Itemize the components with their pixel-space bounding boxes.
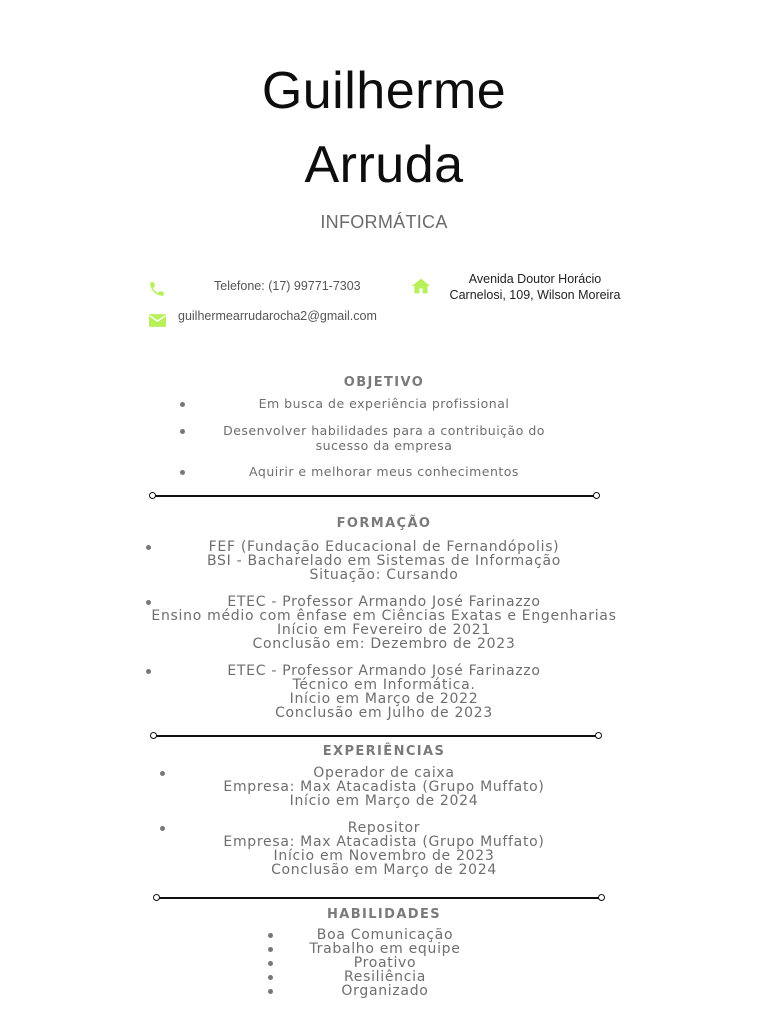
section-divider xyxy=(155,495,594,497)
phone-icon xyxy=(148,279,166,299)
last-name: Arruda xyxy=(304,136,464,194)
experiencias-line: Repositor xyxy=(347,820,421,836)
experiencias-line: Operador de caixa xyxy=(313,765,455,781)
email-text: guilhermearrudarocha2@gmail.com xyxy=(178,309,377,323)
skill-item: Trabalho em equipe xyxy=(309,941,461,957)
experiencias-line: Início em Novembro de 2023 xyxy=(273,848,495,864)
phone-text: Telefone: (17) 99771-7303 xyxy=(214,279,361,293)
section-divider xyxy=(156,735,596,737)
skill-item: Boa Comunicação xyxy=(316,927,454,943)
home-icon xyxy=(411,277,431,295)
experiencias-line: Empresa: Max Atacadista (Grupo Muffato) xyxy=(223,779,545,795)
objetivo-item-1 xyxy=(0,396,768,411)
formacao-item-3 xyxy=(0,664,768,720)
objetivo-line: Desenvolver habilidades para a contribuição do xyxy=(223,423,545,438)
objetivo-item-2 xyxy=(0,423,768,453)
skill-item: Proativo xyxy=(353,955,417,971)
habilidades-list xyxy=(1,928,768,998)
experiencias-item-2 xyxy=(0,821,768,877)
formacao-line: BSI - Bacharelado em Sistemas de Informação xyxy=(206,553,562,569)
formacao-line: ETEC - Professor Armando José Farinazzo xyxy=(227,663,541,679)
objetivo-line: Aquirir e melhorar meus conhecimentos xyxy=(249,464,519,479)
experiencias-line: Empresa: Max Atacadista (Grupo Muffato) xyxy=(223,834,545,850)
experiencias-line: Conclusão em Março de 2024 xyxy=(271,862,497,878)
objetivo-line: Em busca de experiência profissional xyxy=(258,396,510,411)
formacao-line: Início em Março de 2022 xyxy=(289,691,479,707)
address xyxy=(440,272,630,303)
experiencias-line: Início em Março de 2024 xyxy=(289,793,479,809)
experiencias-item-1 xyxy=(0,766,768,808)
objetivo-title: OBJETIVO xyxy=(343,375,425,390)
formacao-line: Ensino médio com ênfase em Ciências Exatas e Engenharias xyxy=(151,608,617,624)
skill-item: Organizado xyxy=(341,983,429,999)
formacao-line: FEF (Fundação Educacional de Fernandópolis) xyxy=(208,539,560,555)
address-line1: Avenida Doutor Horácio xyxy=(468,272,602,286)
formacao-line: Técnico em Informática. xyxy=(292,677,476,693)
objetivo-line: sucesso da empresa xyxy=(315,438,453,453)
formacao-line: Conclusão em: Dezembro de 2023 xyxy=(252,636,516,652)
address-line2: Carnelosi, 109, Wilson Moreira xyxy=(449,287,621,302)
formacao-line: Início em Fevereiro de 2021 xyxy=(277,622,491,638)
first-name: Guilherme xyxy=(261,62,507,120)
formacao-line: Conclusão em Julho de 2023 xyxy=(275,705,493,721)
formacao-item-1 xyxy=(0,540,768,582)
habilidades-title: HABILIDADES xyxy=(326,907,442,922)
skill-item: Resiliência xyxy=(343,969,427,985)
objetivo-item-3 xyxy=(0,464,768,479)
experiencias-title: EXPERIÊNCIAS xyxy=(322,744,446,759)
formacao-item-2 xyxy=(0,595,768,651)
formacao-line: Situação: Cursando xyxy=(309,567,459,583)
section-divider xyxy=(159,897,599,899)
formacao-line: ETEC - Professor Armando José Farinazzo xyxy=(227,594,541,610)
subtitle: INFORMÁTICA xyxy=(320,212,448,232)
formacao-title: FORMAÇÃO xyxy=(336,516,432,531)
email-icon xyxy=(149,314,166,327)
